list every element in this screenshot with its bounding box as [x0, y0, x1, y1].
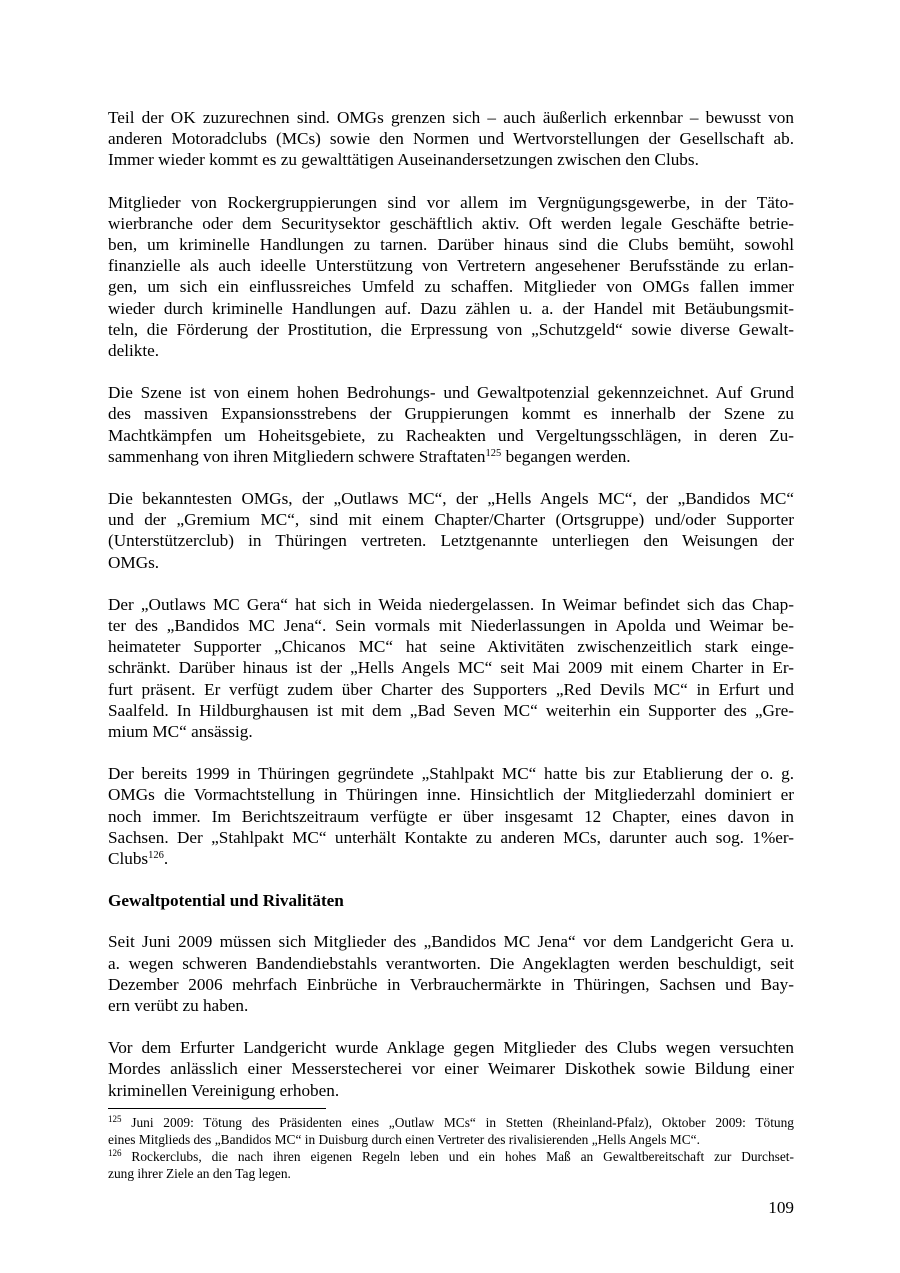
text-segment: begangen werden.: [501, 446, 631, 466]
paragraph-7: [108, 931, 794, 1016]
text-line: (Unterstützerclub) in Thüringen vertreten. Letztgenannte unterliegen den Weisungen der: [108, 531, 794, 551]
paragraph-2: [108, 192, 794, 362]
footnote-divider: [108, 1108, 326, 1109]
text-line: Immer wieder kommt es zu gewalttätigen Auseinandersetzungen zwischen den Clubs.: [108, 150, 699, 170]
text-line: furt präsent. Er verfügt zudem über Charter des Supporters „Red Devils MC“ in Erfurt und: [108, 679, 794, 699]
paragraph-1: [108, 107, 794, 171]
footnote-ref-125[interactable]: 125: [485, 447, 502, 459]
text-line: a. wegen schweren Bandendiebstahls verantworten. Die Angeklagten werden beschuldigt, seit: [108, 953, 794, 973]
paragraph-5: [108, 594, 794, 742]
text-line: [108, 848, 794, 869]
text-line: anderen Motoradclubs (MCs) sowie den Normen und Wertvorstellungen der Gesellschaft ab.: [108, 129, 794, 149]
text-line: Machtkämpfen um Hoheitsgebiete, zu Racheakten und Vergeltungsschlägen, in deren Zu-: [108, 425, 794, 445]
text-line: [108, 446, 794, 467]
footnote-125: [108, 1114, 794, 1148]
text-line: Die bekanntesten OMGs, der „Outlaws MC“, der „Hells Angels MC“, der „Bandidos MC“: [108, 489, 794, 509]
text-line: Mordes anlässlich einer Messerstecherei vor einer Weimarer Diskothek sowie Bildung einer: [108, 1059, 794, 1079]
text-segment: sammenhang von ihren Mitgliedern schwere Straftaten: [108, 446, 486, 466]
body-text: [108, 107, 794, 1122]
footnote-number: 125: [108, 1114, 122, 1124]
text-line: Der „Outlaws MC Gera“ hat sich in Weida niedergelassen. In Weimar befindet sich das Chap-: [108, 594, 794, 614]
text-line: mium MC“ ansässig.: [108, 722, 253, 742]
footnote-number: 126: [108, 1148, 122, 1158]
text-line: delikte.: [108, 341, 160, 361]
footnote-line: zung ihrer Ziele an den Tag legen.: [108, 1166, 291, 1181]
text-line: Der bereits 1999 in Thüringen gegründete „Stahlpakt MC“ hatte bis zur Etablierung der o. g.: [108, 764, 794, 784]
text-line: Seit Juni 2009 müssen sich Mitglieder des „Bandidos MC Jena“ vor dem Landgericht Gera u.: [108, 932, 794, 952]
text-line: noch immer. Im Berichtszeitraum verfügte er über insgesamt 12 Chapter, eines davon in: [108, 806, 794, 826]
text-line: Vor dem Erfurter Landgericht wurde Anklage gegen Mitglieder des Clubs wegen versuchten: [108, 1038, 794, 1058]
text-line: Die Szene ist von einem hohen Bedrohungs- und Gewaltpotenzial gekennzeichnet. Auf Grund: [108, 383, 794, 403]
text-segment: .: [163, 849, 169, 869]
text-line: wierbranche oder dem Securitysektor geschäftlich aktiv. Oft werden legale Geschäfte betrie-: [108, 213, 794, 233]
text-line: Dezember 2006 mehrfach Einbrüche in Verbrauchermärkte in Thüringen, Sachsen und Bay-: [108, 974, 794, 994]
paragraph-6: [108, 763, 794, 869]
text-line: Saalfeld. In Hildburghausen ist mit dem „Bad Seven MC“ weiterhin ein Supporter des „Gre-: [108, 700, 794, 720]
text-line: OMGs die Vormachtstellung in Thüringen inne. Hinsichtlich der Mitgliederzahl dominiert er: [108, 785, 794, 805]
text-line: OMGs.: [108, 552, 160, 572]
footnote-line: [108, 1114, 794, 1131]
text-line: Mitglieder von Rockergruppierungen sind vor allem im Vergnügungsgewerbe, in der Täto-: [108, 192, 794, 212]
text-line: finanzielle als auch ideelle Unterstützung von Vertretern angesehener Berufsstände zu erlan-: [108, 256, 794, 276]
text-line: ben, um kriminelle Handlungen zu tarnen. Darüber hinaus sind die Clubs bemüht, sowohl: [108, 235, 794, 255]
text-segment: Clubs: [108, 849, 149, 869]
footnote-text: Rockerclubs, die nach ihren eigenen Regeln leben und ein hohes Maß an Gewaltbereitschaft zur Durchset-: [121, 1149, 794, 1164]
text-line: Teil der OK zuzurechnen sind. OMGs grenzen sich – auch äußerlich erkennbar – bewusst von: [108, 108, 794, 127]
paragraph-8: [108, 1037, 794, 1101]
text-line: ter des „Bandidos MC Jena“. Sein vormals mit Niederlassungen in Apolda und Weimar be-: [108, 616, 794, 636]
footnote-ref-126[interactable]: 126: [148, 850, 164, 862]
text-line: und der „Gremium MC“, sind mit einem Chapter/Charter (Ortsgruppe) und/oder Supporter: [108, 510, 794, 530]
section-heading: Gewaltpotential und Rivalitäten: [108, 891, 344, 911]
text-line: heimateter Supporter „Chicanos MC“ hat seine Aktivitäten zwischenzeitlich stark einge-: [108, 637, 794, 657]
text-line: des massiven Expansionsstrebens der Gruppierungen kommt es innerhalb der Szene zu: [108, 404, 794, 424]
footnote-line: eines Mitglieds des „Bandidos MC“ in Duisburg durch einen Vertreter des rivalisierenden „Hells Angels MC“.: [108, 1132, 700, 1147]
text-line: schränkt. Darüber hinaus ist der „Hells Angels MC“ seit Mai 2009 mit einem Charter in Er-: [108, 658, 794, 678]
text-line: kriminellen Vereinigung erhoben.: [108, 1080, 340, 1100]
footnote-126: [108, 1148, 794, 1182]
text-line: ern verübt zu haben.: [108, 995, 249, 1015]
paragraph-3: [108, 382, 794, 467]
footnote-line: [108, 1148, 794, 1165]
text-line: gen, um sich ein einflussreiches Umfeld zu schaffen. Mitglieder von OMGs fallen immer: [108, 277, 794, 297]
footnotes: [108, 1114, 794, 1182]
page-number: 109: [768, 1198, 794, 1217]
text-line: teln, die Förderung der Prostitution, die Erpressung von „Schutzgeld“ sowie diverse Gewalt-: [108, 319, 794, 339]
footnote-text: Juni 2009: Tötung des Präsidenten eines „Outlaw MCs“ in Stetten (Rheinland-Pfalz), Oktober 2009: Tötung: [121, 1115, 794, 1130]
paragraph-4: [108, 488, 794, 573]
text-line: Sachsen. Der „Stahlpakt MC“ unterhält Kontakte zu anderen MCs, darunter auch sog. 1%er-: [108, 827, 794, 847]
text-line: wieder durch kriminelle Handlungen auf. Dazu zählen u. a. der Handel mit Betäubungsmit-: [108, 298, 794, 318]
